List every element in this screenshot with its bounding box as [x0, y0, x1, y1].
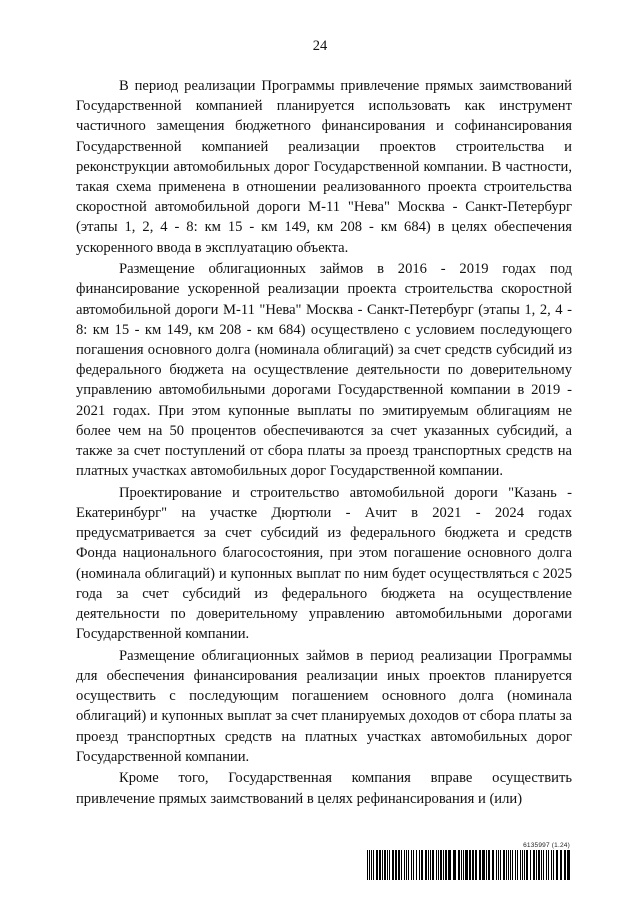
barcode-image — [367, 850, 571, 880]
paragraph-3: Проектирование и строительство автомобильной дороги "Казань - Екатеринбург" на участке Дюртюли - Ачит в 2021 - 2024 годах предусматривается за счет субсидий из федерального бюджета и средств Фонда национального благосостояния, при этом погашение основного долга (номинала облигаций) и купонных выплат по ним будет осуществляться с 2025 года за счет субсидий из федерального бюджета на осуществление деятельности по доверительному управлению автомобильными дорогами Государственной компании. — [76, 484, 572, 643]
paragraph-2: Размещение облигационных займов в 2016 - 2019 годах под финансирование ускоренной реализации проекта строительства скоростной автомобильной дороги М-11 "Нева" Москва - Санкт-Петербург (этапы 1, 2, 4 - 8: км 15 - км 149, км 208 - км 684) осуществлено с условием последующего погашения основного долга (номинала облигаций) за счет средств субсидий из федерального бюджета на осуществление деятельности по доверительному управлению автомобильными дорогами Государственной компании в 2019 - 2021 годах. При этом купонные выплаты по эмитируемым облигациям не более чем на 50 процентов обеспечиваются за счет указанных субсидий, а также за счет поступлений от сбора платы за проезд транспортных средств на платных участках автомобильных дорог Государственной компании. — [76, 261, 572, 480]
paragraph-4: Размещение облигационных займов в период реализации Программы для обеспечения финансирования реализации иных проектов планируется осуществить с последующим погашением основного долга (номинала облигаций) и купонных выплат за счет планируемых доходов от сбора платы за проезд транспортных средств на платных участках автомобильных дорог Государственной компании. — [76, 647, 572, 765]
paragraph-5: Кроме того, Государственная компания вправе осуществить привлечение прямых заимствований в целях рефинансирования и (или) — [76, 770, 572, 807]
document-code: 6135997 (1.24) — [523, 842, 570, 849]
document-body — [76, 76, 572, 810]
paragraph-1: В период реализации Программы привлечение прямых заимствований Государственной компанией планируется использовать как инструмент частичного замещения бюджетного финансирования и софинансирования Государственной компанией реализации проектов строительства и реконструкции автомобильных дорог Государственной компании. В частности, такая схема применена в отношении реализованного проекта строительства скоростной автомобильной дороги М-11 "Нева" Москва - Санкт-Петербург (этапы 1, 2, 4 - 8: км 15 - км 149, км 208 - км 684) в целях обеспечения ускоренного ввода в эксплуатацию объекта. — [76, 78, 572, 256]
page-number: 24 — [312, 38, 328, 54]
